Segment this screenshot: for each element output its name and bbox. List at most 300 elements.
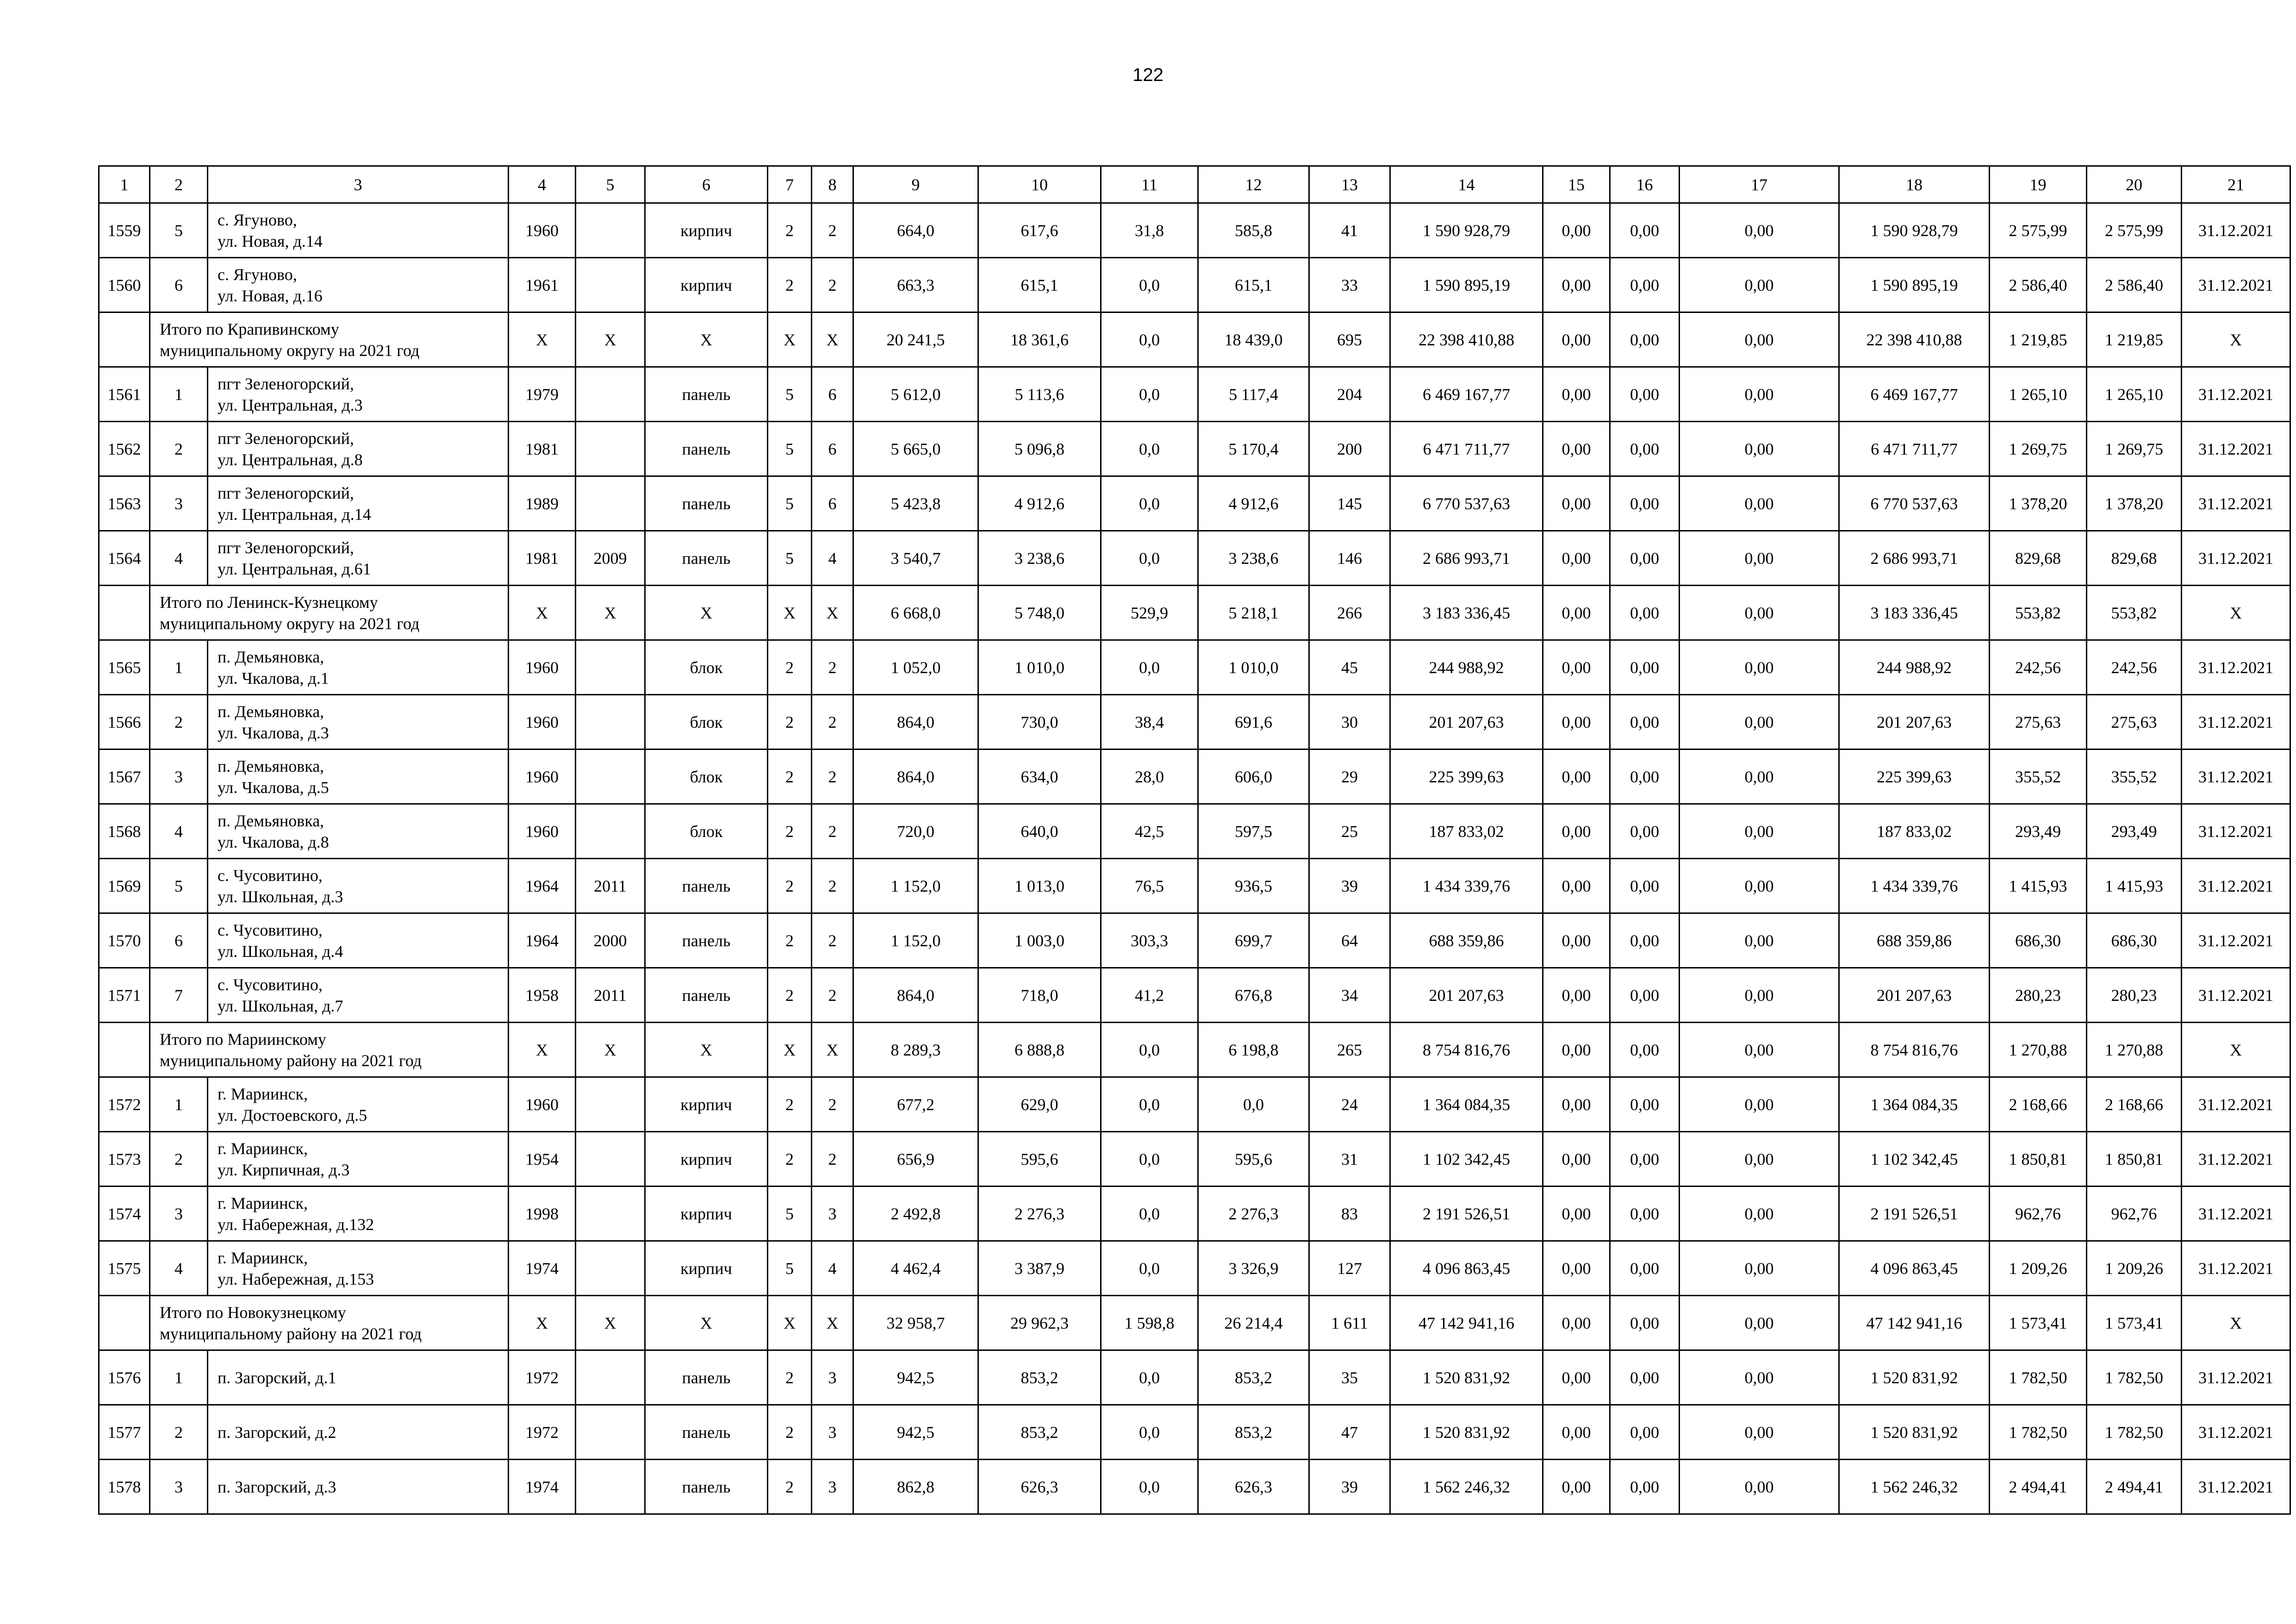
address-street: ул. Центральная, д.61 [218, 559, 371, 578]
row-number: 1571 [99, 968, 150, 1023]
col-17-value: 0,00 [1680, 258, 1839, 312]
address-cell [208, 913, 509, 968]
col-11-value: 0,0 [1101, 1077, 1198, 1132]
col-14-value: 244 988,92 [1390, 640, 1543, 695]
address-street: ул. Чкалова, д.5 [218, 778, 329, 797]
address-street: ул. Новая, д.16 [218, 286, 323, 305]
col-12-value: 585,8 [1198, 203, 1309, 258]
address-cell [208, 1241, 509, 1296]
col-17-value: 0,00 [1680, 203, 1839, 258]
col-15-value: 0,00 [1543, 640, 1610, 695]
column-number-17: 17 [1680, 166, 1839, 203]
row-number: 1578 [99, 1460, 150, 1514]
col-6-value: кирпич [645, 1077, 768, 1132]
col-13-value: 34 [1309, 968, 1390, 1023]
col-12-value: 1 010,0 [1198, 640, 1309, 695]
col-20-value: 1 209,26 [2087, 1241, 2182, 1296]
col-10-value: 853,2 [978, 1350, 1101, 1405]
row-index: 7 [150, 968, 208, 1023]
col-13-value: 127 [1309, 1241, 1390, 1296]
col-19-value: 1 782,50 [1990, 1405, 2087, 1460]
col-17-value: 0,00 [1680, 1350, 1839, 1405]
col-11-value: 0,0 [1101, 1241, 1198, 1296]
col-8-value: 6 [812, 476, 853, 531]
col-7-value: 2 [768, 258, 812, 312]
col-21-value: 31.12.2021 [2182, 695, 2290, 750]
col-16-value: 0,00 [1610, 586, 1680, 640]
col-18-value: 244 988,92 [1839, 640, 1990, 695]
row-number: 1566 [99, 695, 150, 750]
row-index: 3 [150, 1460, 208, 1514]
col-7-value: 2 [768, 1132, 812, 1187]
col-16-value: 0,00 [1610, 1023, 1680, 1077]
col-16-value: 0,00 [1610, 1077, 1680, 1132]
empty-cell [99, 1296, 150, 1350]
table-row [99, 968, 2290, 1023]
col-21-value: 31.12.2021 [2182, 1132, 2290, 1187]
column-number-9: 9 [853, 166, 978, 203]
row-number: 1568 [99, 804, 150, 859]
col-11-value: 0,0 [1101, 312, 1198, 367]
col-4-value: 1960 [509, 804, 576, 859]
col-8-value: 2 [812, 695, 853, 750]
col-9-value: 942,5 [853, 1405, 978, 1460]
col-18-value: 1 520 831,92 [1839, 1405, 1990, 1460]
col-8-value: 4 [812, 1241, 853, 1296]
col-16-value: 0,00 [1610, 640, 1680, 695]
col-10-value: 3 238,6 [978, 531, 1101, 586]
col-9-value: 5 665,0 [853, 422, 978, 476]
col-7-value: 2 [768, 695, 812, 750]
column-number-10: 10 [978, 166, 1101, 203]
col-9-value: 5 423,8 [853, 476, 978, 531]
col-18-value: 688 359,86 [1839, 913, 1990, 968]
col-5-value [576, 258, 645, 312]
subtotal-label [150, 1296, 509, 1350]
col-7-value: 2 [768, 1350, 812, 1405]
col-5-value: X [576, 586, 645, 640]
table-row [99, 1132, 2290, 1187]
col-13-value: 29 [1309, 750, 1390, 804]
col-6-value: блок [645, 750, 768, 804]
col-11-value: 0,0 [1101, 422, 1198, 476]
col-8-value: 3 [812, 1187, 853, 1241]
col-19-value: 1 219,85 [1990, 312, 2087, 367]
col-17-value: 0,00 [1680, 804, 1839, 859]
address-cell [208, 531, 509, 586]
subtotal-label-line-1: Итого по Мариинскому [160, 1030, 326, 1049]
col-5-value [576, 476, 645, 531]
col-16-value: 0,00 [1610, 1132, 1680, 1187]
address-cell [208, 1132, 509, 1187]
col-16-value: 0,00 [1610, 859, 1680, 913]
col-21-value: 31.12.2021 [2182, 1350, 2290, 1405]
col-5-value [576, 1405, 645, 1460]
col-15-value: 0,00 [1543, 804, 1610, 859]
col-13-value: 30 [1309, 695, 1390, 750]
col-11-value: 1 598,8 [1101, 1296, 1198, 1350]
row-index: 1 [150, 367, 208, 422]
col-8-value: 2 [812, 968, 853, 1023]
col-21-value: 31.12.2021 [2182, 203, 2290, 258]
col-17-value: 0,00 [1680, 968, 1839, 1023]
col-13-value: 24 [1309, 1077, 1390, 1132]
row-number: 1565 [99, 640, 150, 695]
col-12-value: 597,5 [1198, 804, 1309, 859]
col-5-value [576, 1187, 645, 1241]
col-12-value: 691,6 [1198, 695, 1309, 750]
table-body [99, 166, 2290, 1514]
address-street: ул. Школьная, д.7 [218, 996, 343, 1015]
empty-cell [99, 1023, 150, 1077]
col-8-value: 4 [812, 531, 853, 586]
address-cell [208, 695, 509, 750]
row-index: 1 [150, 1077, 208, 1132]
col-19-value: 275,63 [1990, 695, 2087, 750]
address-locality: п. Загорский, д.1 [218, 1368, 336, 1387]
table-row [99, 476, 2290, 531]
col-16-value: 0,00 [1610, 258, 1680, 312]
table-row [99, 1460, 2290, 1514]
column-number-3: 3 [208, 166, 509, 203]
col-15-value: 0,00 [1543, 968, 1610, 1023]
col-13-value: 31 [1309, 1132, 1390, 1187]
col-16-value: 0,00 [1610, 913, 1680, 968]
col-18-value: 4 096 863,45 [1839, 1241, 1990, 1296]
col-21-value: X [2182, 1296, 2290, 1350]
col-19-value: 2 586,40 [1990, 258, 2087, 312]
col-8-value: 6 [812, 367, 853, 422]
col-16-value: 0,00 [1610, 476, 1680, 531]
col-15-value: 0,00 [1543, 203, 1610, 258]
col-13-value: 83 [1309, 1187, 1390, 1241]
col-7-value: 2 [768, 859, 812, 913]
table-row [99, 1241, 2290, 1296]
row-number: 1567 [99, 750, 150, 804]
col-4-value: 1958 [509, 968, 576, 1023]
col-21-value: 31.12.2021 [2182, 367, 2290, 422]
col-17-value: 0,00 [1680, 1187, 1839, 1241]
col-9-value: 5 612,0 [853, 367, 978, 422]
col-8-value: 3 [812, 1405, 853, 1460]
address-cell [208, 1460, 509, 1514]
col-19-value: 553,82 [1990, 586, 2087, 640]
col-19-value: 2 494,41 [1990, 1460, 2087, 1514]
row-index: 2 [150, 422, 208, 476]
col-5-value [576, 804, 645, 859]
col-6-value: панель [645, 968, 768, 1023]
col-18-value: 8 754 816,76 [1839, 1023, 1990, 1077]
col-18-value: 6 770 537,63 [1839, 476, 1990, 531]
col-11-value: 0,0 [1101, 1350, 1198, 1405]
table-row [99, 1077, 2290, 1132]
col-7-value: 5 [768, 531, 812, 586]
col-20-value: 962,76 [2087, 1187, 2182, 1241]
col-10-value: 718,0 [978, 968, 1101, 1023]
col-8-value: 2 [812, 1132, 853, 1187]
col-7-value: 2 [768, 804, 812, 859]
col-6-value: панель [645, 1350, 768, 1405]
row-index: 3 [150, 1187, 208, 1241]
address-cell [208, 367, 509, 422]
col-6-value: панель [645, 1405, 768, 1460]
col-17-value: 0,00 [1680, 586, 1839, 640]
table-row [99, 913, 2290, 968]
col-16-value: 0,00 [1610, 1187, 1680, 1241]
col-20-value: 1 850,81 [2087, 1132, 2182, 1187]
col-5-value [576, 1460, 645, 1514]
col-18-value: 225 399,63 [1839, 750, 1990, 804]
housing-table [98, 165, 2291, 1515]
col-18-value: 201 207,63 [1839, 695, 1990, 750]
col-21-value: 31.12.2021 [2182, 531, 2290, 586]
col-14-value: 3 183 336,45 [1390, 586, 1543, 640]
col-6-value: панель [645, 859, 768, 913]
column-number-1: 1 [99, 166, 150, 203]
col-13-value: 145 [1309, 476, 1390, 531]
col-18-value: 47 142 941,16 [1839, 1296, 1990, 1350]
col-17-value: 0,00 [1680, 476, 1839, 531]
col-4-value: 1972 [509, 1350, 576, 1405]
col-9-value: 864,0 [853, 968, 978, 1023]
col-16-value: 0,00 [1610, 1350, 1680, 1405]
col-6-value: блок [645, 804, 768, 859]
col-7-value: 2 [768, 1077, 812, 1132]
col-12-value: 853,2 [1198, 1405, 1309, 1460]
column-number-12: 12 [1198, 166, 1309, 203]
col-7-value: 2 [768, 640, 812, 695]
col-15-value: 0,00 [1543, 367, 1610, 422]
subtotal-label-line-1: Итого по Ленинск-Кузнецкому [160, 593, 378, 612]
col-12-value: 595,6 [1198, 1132, 1309, 1187]
col-20-value: 242,56 [2087, 640, 2182, 695]
housing-table-container [98, 165, 2291, 1515]
col-12-value: 0,0 [1198, 1077, 1309, 1132]
col-20-value: 1 378,20 [2087, 476, 2182, 531]
col-14-value: 6 469 167,77 [1390, 367, 1543, 422]
col-8-value: 2 [812, 640, 853, 695]
col-4-value: X [509, 312, 576, 367]
col-7-value: 5 [768, 476, 812, 531]
col-21-value: X [2182, 1023, 2290, 1077]
col-14-value: 1 590 928,79 [1390, 203, 1543, 258]
col-19-value: 1 782,50 [1990, 1350, 2087, 1405]
address-street: ул. Центральная, д.14 [218, 505, 371, 524]
col-19-value: 293,49 [1990, 804, 2087, 859]
col-6-value: панель [645, 913, 768, 968]
col-9-value: 1 152,0 [853, 859, 978, 913]
col-5-value [576, 640, 645, 695]
address-cell [208, 422, 509, 476]
col-4-value: X [509, 586, 576, 640]
row-number: 1572 [99, 1077, 150, 1132]
address-locality: г. Мариинск, [218, 1248, 308, 1267]
col-19-value: 1 850,81 [1990, 1132, 2087, 1187]
col-5-value: X [576, 312, 645, 367]
col-20-value: 2 575,99 [2087, 203, 2182, 258]
col-19-value: 1 269,75 [1990, 422, 2087, 476]
table-row [99, 859, 2290, 913]
col-5-value: 2011 [576, 968, 645, 1023]
col-18-value: 1 434 339,76 [1839, 859, 1990, 913]
col-17-value: 0,00 [1680, 1241, 1839, 1296]
col-4-value: 1979 [509, 367, 576, 422]
col-14-value: 1 102 342,45 [1390, 1132, 1543, 1187]
col-9-value: 4 462,4 [853, 1241, 978, 1296]
col-4-value: 1954 [509, 1132, 576, 1187]
address-locality: п. Демьяновка, [218, 811, 324, 830]
col-21-value: 31.12.2021 [2182, 804, 2290, 859]
col-9-value: 942,5 [853, 1350, 978, 1405]
column-number-21: 21 [2182, 166, 2290, 203]
col-21-value: 31.12.2021 [2182, 1241, 2290, 1296]
col-21-value: 31.12.2021 [2182, 750, 2290, 804]
col-14-value: 1 434 339,76 [1390, 859, 1543, 913]
col-13-value: 64 [1309, 913, 1390, 968]
col-9-value: 2 492,8 [853, 1187, 978, 1241]
col-17-value: 0,00 [1680, 913, 1839, 968]
col-4-value: 1998 [509, 1187, 576, 1241]
col-9-value: 862,8 [853, 1460, 978, 1514]
col-16-value: 0,00 [1610, 968, 1680, 1023]
page-number: 122 [1132, 65, 1164, 85]
col-15-value: 0,00 [1543, 1241, 1610, 1296]
col-17-value: 0,00 [1680, 312, 1839, 367]
col-15-value: 0,00 [1543, 1405, 1610, 1460]
address-locality: п. Загорский, д.3 [218, 1477, 336, 1496]
col-5-value: 2009 [576, 531, 645, 586]
col-15-value: 0,00 [1543, 1077, 1610, 1132]
table-row [99, 258, 2290, 312]
col-15-value: 0,00 [1543, 1023, 1610, 1077]
row-number: 1561 [99, 367, 150, 422]
col-19-value: 2 168,66 [1990, 1077, 2087, 1132]
col-9-value: 1 152,0 [853, 913, 978, 968]
row-number: 1573 [99, 1132, 150, 1187]
col-10-value: 626,3 [978, 1460, 1101, 1514]
subtotal-label [150, 1023, 509, 1077]
address-cell [208, 203, 509, 258]
subtotal-row [99, 586, 2290, 640]
col-21-value: 31.12.2021 [2182, 913, 2290, 968]
table-row [99, 750, 2290, 804]
address-cell [208, 640, 509, 695]
col-18-value: 1 102 342,45 [1839, 1132, 1990, 1187]
col-20-value: 1 782,50 [2087, 1405, 2182, 1460]
col-16-value: 0,00 [1610, 750, 1680, 804]
subtotal-label-line-1: Итого по Крапивинскому [160, 319, 339, 338]
col-5-value [576, 1077, 645, 1132]
col-15-value: 0,00 [1543, 312, 1610, 367]
col-10-value: 730,0 [978, 695, 1101, 750]
column-number-row [99, 166, 2290, 203]
row-index: 6 [150, 258, 208, 312]
col-6-value: панель [645, 367, 768, 422]
column-number-11: 11 [1101, 166, 1198, 203]
address-street: ул. Достоевского, д.5 [218, 1106, 367, 1124]
row-index: 5 [150, 203, 208, 258]
row-number: 1559 [99, 203, 150, 258]
subtotal-label [150, 586, 509, 640]
col-4-value: 1960 [509, 695, 576, 750]
row-index: 3 [150, 750, 208, 804]
row-index: 2 [150, 1132, 208, 1187]
table-row [99, 1350, 2290, 1405]
col-10-value: 4 912,6 [978, 476, 1101, 531]
col-14-value: 688 359,86 [1390, 913, 1543, 968]
address-cell [208, 1187, 509, 1241]
col-8-value: 3 [812, 1460, 853, 1514]
col-18-value: 6 469 167,77 [1839, 367, 1990, 422]
col-11-value: 76,5 [1101, 859, 1198, 913]
col-10-value: 853,2 [978, 1405, 1101, 1460]
col-14-value: 225 399,63 [1390, 750, 1543, 804]
col-19-value: 1 573,41 [1990, 1296, 2087, 1350]
col-12-value: 2 276,3 [1198, 1187, 1309, 1241]
col-7-value: X [768, 312, 812, 367]
column-number-2: 2 [150, 166, 208, 203]
col-6-value: блок [645, 640, 768, 695]
row-index: 6 [150, 913, 208, 968]
col-21-value: 31.12.2021 [2182, 968, 2290, 1023]
col-14-value: 1 520 831,92 [1390, 1350, 1543, 1405]
col-17-value: 0,00 [1680, 1296, 1839, 1350]
col-6-value: кирпич [645, 1241, 768, 1296]
col-19-value: 355,52 [1990, 750, 2087, 804]
col-19-value: 2 575,99 [1990, 203, 2087, 258]
col-13-value: 200 [1309, 422, 1390, 476]
col-19-value: 962,76 [1990, 1187, 2087, 1241]
col-15-value: 0,00 [1543, 1132, 1610, 1187]
table-row [99, 531, 2290, 586]
col-20-value: 2 168,66 [2087, 1077, 2182, 1132]
col-19-value: 1 270,88 [1990, 1023, 2087, 1077]
col-12-value: 4 912,6 [1198, 476, 1309, 531]
col-14-value: 8 754 816,76 [1390, 1023, 1543, 1077]
col-5-value [576, 1241, 645, 1296]
col-13-value: 41 [1309, 203, 1390, 258]
col-20-value: 293,49 [2087, 804, 2182, 859]
col-21-value: 31.12.2021 [2182, 1077, 2290, 1132]
col-11-value: 0,0 [1101, 258, 1198, 312]
column-number-20: 20 [2087, 166, 2182, 203]
col-4-value: X [509, 1296, 576, 1350]
row-index: 4 [150, 531, 208, 586]
col-11-value: 28,0 [1101, 750, 1198, 804]
col-6-value: X [645, 312, 768, 367]
col-5-value: 2011 [576, 859, 645, 913]
col-11-value: 0,0 [1101, 1132, 1198, 1187]
col-10-value: 615,1 [978, 258, 1101, 312]
address-locality: с. Ягуново, [218, 265, 297, 284]
address-street: ул. Кирпичная, д.3 [218, 1160, 350, 1179]
col-21-value: 31.12.2021 [2182, 1187, 2290, 1241]
column-number-16: 16 [1610, 166, 1680, 203]
col-18-value: 1 590 928,79 [1839, 203, 1990, 258]
row-index: 4 [150, 804, 208, 859]
col-7-value: 2 [768, 1460, 812, 1514]
col-12-value: 626,3 [1198, 1460, 1309, 1514]
col-20-value: 2 494,41 [2087, 1460, 2182, 1514]
col-7-value: 2 [768, 968, 812, 1023]
col-20-value: 275,63 [2087, 695, 2182, 750]
address-cell [208, 1350, 509, 1405]
row-number: 1563 [99, 476, 150, 531]
address-street: ул. Центральная, д.8 [218, 450, 363, 469]
col-6-value: кирпич [645, 1187, 768, 1241]
col-6-value: X [645, 1023, 768, 1077]
col-11-value: 0,0 [1101, 367, 1198, 422]
